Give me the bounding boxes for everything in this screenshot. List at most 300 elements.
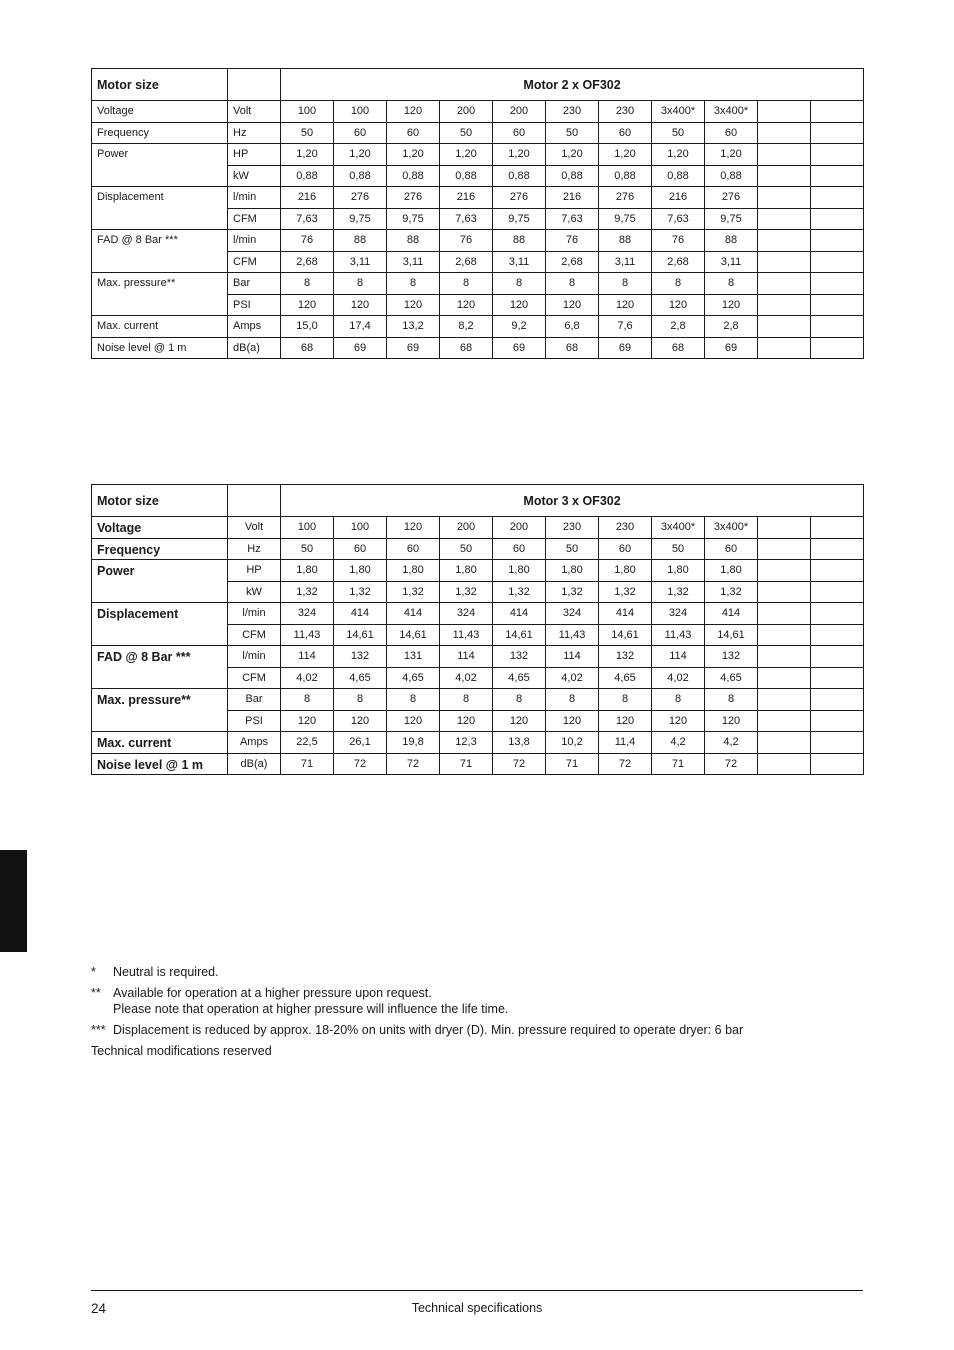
value-cell	[758, 667, 811, 689]
value-cell: 120	[440, 294, 493, 316]
value-cell: 2,68	[281, 251, 334, 273]
motor-title: Motor 2 x OF302	[281, 69, 864, 101]
value-cell: 12,3	[440, 732, 493, 754]
unit-cell: CFM	[228, 251, 281, 273]
value-cell: 1,20	[705, 144, 758, 166]
value-cell: 19,8	[387, 732, 440, 754]
value-cell: 414	[334, 603, 387, 625]
table-row	[92, 122, 864, 144]
value-cell: 68	[546, 337, 599, 359]
value-cell: 1,20	[281, 144, 334, 166]
value-cell: 11,4	[599, 732, 652, 754]
value-cell: 4,02	[652, 667, 705, 689]
value-cell: 7,63	[546, 208, 599, 230]
unit-cell: l/min	[228, 646, 281, 668]
value-cell: 114	[546, 646, 599, 668]
value-cell: 2,68	[652, 251, 705, 273]
unit-cell: CFM	[228, 208, 281, 230]
value-cell: 1,80	[652, 560, 705, 582]
value-cell: 7,63	[440, 208, 493, 230]
value-cell: 1,20	[493, 144, 546, 166]
row-label: Noise level @ 1 m	[92, 753, 228, 775]
row-label: Voltage	[92, 517, 228, 539]
value-cell	[758, 624, 811, 646]
value-cell: 50	[652, 538, 705, 560]
row-label: Max. pressure**	[92, 689, 228, 732]
value-cell: 114	[281, 646, 334, 668]
value-cell: 2,68	[440, 251, 493, 273]
unit-cell: Amps	[228, 316, 281, 338]
value-cell: 120	[705, 710, 758, 732]
table-row	[92, 187, 864, 209]
value-cell: 1,80	[334, 560, 387, 582]
value-cell: 88	[387, 230, 440, 252]
value-cell: 1,20	[334, 144, 387, 166]
page-number: 24	[91, 1301, 107, 1316]
table-row	[92, 646, 864, 668]
value-cell: 120	[334, 294, 387, 316]
value-cell: 8	[546, 689, 599, 711]
value-cell: 60	[334, 538, 387, 560]
value-cell: 50	[440, 538, 493, 560]
value-cell: 50	[440, 122, 493, 144]
header-spacer-cell	[228, 69, 281, 101]
value-cell: 9,75	[493, 208, 546, 230]
value-cell: 69	[599, 337, 652, 359]
value-cell: 120	[599, 294, 652, 316]
value-cell: 8	[652, 273, 705, 295]
value-cell: 4,02	[440, 667, 493, 689]
value-cell: 69	[705, 337, 758, 359]
footnote-text: Displacement is reduced by approx. 18-20% on units with dryer (D). Min. pressure required to operate dryer: 6 bar	[113, 1023, 744, 1037]
footnote-text: Please note that operation at higher pressure will influence the life time.	[113, 1002, 509, 1016]
value-cell	[758, 122, 811, 144]
value-cell: 14,61	[705, 624, 758, 646]
value-cell: 6,8	[546, 316, 599, 338]
value-cell: 120	[281, 710, 334, 732]
footnote-mark: *	[91, 965, 96, 979]
value-cell: 1,80	[493, 560, 546, 582]
value-cell: 1,32	[546, 581, 599, 603]
value-cell: 120	[705, 294, 758, 316]
value-cell: 2,8	[705, 316, 758, 338]
value-cell: 1,20	[652, 144, 705, 166]
row-label: Noise level @ 1 m	[92, 337, 228, 359]
value-cell	[811, 122, 864, 144]
value-cell: 50	[652, 122, 705, 144]
value-cell: 120	[334, 710, 387, 732]
value-cell: 132	[599, 646, 652, 668]
value-cell	[758, 316, 811, 338]
value-cell: 1,32	[387, 581, 440, 603]
value-cell: 8	[334, 273, 387, 295]
value-cell: 0,88	[705, 165, 758, 187]
value-cell: 7,6	[599, 316, 652, 338]
value-cell: 114	[440, 646, 493, 668]
value-cell: 60	[599, 122, 652, 144]
value-cell	[758, 689, 811, 711]
value-cell: 131	[387, 646, 440, 668]
row-label: Max. current	[92, 316, 228, 338]
value-cell: 8	[546, 273, 599, 295]
value-cell: 276	[493, 187, 546, 209]
motor-2x-spec-table	[91, 68, 864, 359]
value-cell: 230	[599, 517, 652, 539]
value-cell: 50	[546, 538, 599, 560]
value-cell: 69	[387, 337, 440, 359]
value-cell: 132	[493, 646, 546, 668]
value-cell: 8	[281, 689, 334, 711]
value-cell: 1,32	[281, 581, 334, 603]
table-row	[92, 732, 864, 754]
value-cell	[758, 230, 811, 252]
value-cell: 0,88	[493, 165, 546, 187]
value-cell: 9,75	[705, 208, 758, 230]
value-cell: 120	[652, 710, 705, 732]
unit-cell: kW	[228, 581, 281, 603]
unit-cell: CFM	[228, 624, 281, 646]
footnote-text: Available for operation at a higher pressure upon request.	[113, 986, 432, 1000]
value-cell	[758, 273, 811, 295]
value-cell: 2,68	[546, 251, 599, 273]
value-cell: 8	[652, 689, 705, 711]
row-label: FAD @ 8 Bar ***	[92, 230, 228, 273]
unit-cell: dB(a)	[228, 337, 281, 359]
footnote-text: Neutral is required.	[113, 965, 219, 979]
unit-cell: l/min	[228, 603, 281, 625]
row-label: Frequency	[92, 122, 228, 144]
value-cell: 414	[599, 603, 652, 625]
value-cell: 71	[440, 753, 493, 775]
value-cell: 1,32	[493, 581, 546, 603]
table-row	[92, 560, 864, 582]
value-cell: 9,2	[493, 316, 546, 338]
value-cell: 76	[440, 230, 493, 252]
value-cell: 69	[493, 337, 546, 359]
value-cell: 11,43	[281, 624, 334, 646]
unit-cell: kW	[228, 165, 281, 187]
value-cell	[811, 165, 864, 187]
header-spacer-cell	[228, 485, 281, 517]
value-cell: 0,88	[546, 165, 599, 187]
value-cell	[811, 517, 864, 539]
value-cell: 14,61	[387, 624, 440, 646]
value-cell: 1,80	[387, 560, 440, 582]
value-cell: 26,1	[334, 732, 387, 754]
value-cell: 60	[599, 538, 652, 560]
table-row	[92, 101, 864, 123]
value-cell: 3,11	[599, 251, 652, 273]
value-cell: 72	[705, 753, 758, 775]
value-cell: 22,5	[281, 732, 334, 754]
value-cell: 324	[440, 603, 493, 625]
value-cell	[758, 732, 811, 754]
value-cell: 68	[440, 337, 493, 359]
value-cell: 276	[705, 187, 758, 209]
value-cell: 200	[440, 517, 493, 539]
value-cell: 414	[705, 603, 758, 625]
value-cell	[758, 165, 811, 187]
value-cell: 100	[281, 101, 334, 123]
table-row	[92, 689, 864, 711]
value-cell: 230	[546, 101, 599, 123]
unit-cell: Hz	[228, 122, 281, 144]
value-cell: 1,32	[705, 581, 758, 603]
value-cell: 60	[387, 538, 440, 560]
footer-divider	[91, 1290, 863, 1291]
value-cell: 1,80	[440, 560, 493, 582]
value-cell: 7,63	[281, 208, 334, 230]
value-cell	[758, 710, 811, 732]
motor-size-label: Motor size	[92, 69, 228, 101]
value-cell: 88	[705, 230, 758, 252]
value-cell	[811, 689, 864, 711]
value-cell: 0,88	[281, 165, 334, 187]
value-cell: 414	[493, 603, 546, 625]
unit-cell: CFM	[228, 667, 281, 689]
unit-cell: dB(a)	[228, 753, 281, 775]
unit-cell: Hz	[228, 538, 281, 560]
value-cell: 72	[493, 753, 546, 775]
value-cell: 4,02	[546, 667, 599, 689]
unit-cell: Volt	[228, 101, 281, 123]
value-cell: 8	[493, 689, 546, 711]
value-cell: 8	[599, 689, 652, 711]
table-row	[92, 538, 864, 560]
value-cell	[758, 101, 811, 123]
value-cell: 60	[493, 538, 546, 560]
value-cell: 0,88	[334, 165, 387, 187]
row-label: Power	[92, 560, 228, 603]
value-cell: 3x400*	[652, 517, 705, 539]
unit-cell: PSI	[228, 710, 281, 732]
value-cell: 1,20	[440, 144, 493, 166]
value-cell: 216	[652, 187, 705, 209]
value-cell	[811, 101, 864, 123]
value-cell: 71	[281, 753, 334, 775]
value-cell: 3,11	[705, 251, 758, 273]
value-cell: 2,8	[652, 316, 705, 338]
value-cell	[811, 624, 864, 646]
value-cell	[811, 208, 864, 230]
row-label: Max. current	[92, 732, 228, 754]
value-cell: 324	[281, 603, 334, 625]
value-cell: 14,61	[599, 624, 652, 646]
value-cell: 50	[546, 122, 599, 144]
value-cell: 132	[705, 646, 758, 668]
value-cell: 120	[440, 710, 493, 732]
value-cell: 50	[281, 122, 334, 144]
row-label: Power	[92, 144, 228, 187]
value-cell	[758, 208, 811, 230]
value-cell	[811, 251, 864, 273]
value-cell: 17,4	[334, 316, 387, 338]
table-header-row	[92, 69, 864, 101]
value-cell	[811, 560, 864, 582]
value-cell: 120	[281, 294, 334, 316]
value-cell: 11,43	[546, 624, 599, 646]
value-cell	[811, 538, 864, 560]
value-cell: 3x400*	[652, 101, 705, 123]
value-cell: 216	[546, 187, 599, 209]
value-cell: 76	[546, 230, 599, 252]
value-cell: 0,88	[387, 165, 440, 187]
motor-size-label: Motor size	[92, 485, 228, 517]
value-cell: 0,88	[440, 165, 493, 187]
value-cell: 4,65	[387, 667, 440, 689]
value-cell: 14,61	[334, 624, 387, 646]
value-cell: 4,65	[705, 667, 758, 689]
value-cell: 88	[493, 230, 546, 252]
value-cell: 60	[493, 122, 546, 144]
row-label: Max. pressure**	[92, 273, 228, 316]
value-cell: 88	[334, 230, 387, 252]
value-cell: 276	[599, 187, 652, 209]
unit-cell: Bar	[228, 273, 281, 295]
table-row	[92, 273, 864, 295]
value-cell: 71	[652, 753, 705, 775]
value-cell: 72	[387, 753, 440, 775]
value-cell: 114	[652, 646, 705, 668]
value-cell	[811, 337, 864, 359]
value-cell: 200	[493, 101, 546, 123]
value-cell: 9,75	[334, 208, 387, 230]
table-row	[92, 230, 864, 252]
value-cell: 8	[387, 689, 440, 711]
value-cell: 11,43	[440, 624, 493, 646]
unit-cell: Volt	[228, 517, 281, 539]
value-cell	[811, 753, 864, 775]
table-row	[92, 337, 864, 359]
value-cell: 60	[334, 122, 387, 144]
motor-title: Motor 3 x OF302	[281, 485, 864, 517]
value-cell: 120	[387, 710, 440, 732]
value-cell: 324	[652, 603, 705, 625]
value-cell	[758, 187, 811, 209]
value-cell: 3,11	[334, 251, 387, 273]
value-cell: 120	[493, 710, 546, 732]
unit-cell: Amps	[228, 732, 281, 754]
value-cell: 4,65	[493, 667, 546, 689]
value-cell: 50	[281, 538, 334, 560]
footnote-mark: ***	[91, 1023, 106, 1037]
value-cell: 4,65	[334, 667, 387, 689]
value-cell	[811, 144, 864, 166]
value-cell: 1,32	[440, 581, 493, 603]
value-cell	[811, 646, 864, 668]
value-cell: 72	[334, 753, 387, 775]
value-cell: 8,2	[440, 316, 493, 338]
table-row	[92, 603, 864, 625]
motor-3x-spec-table	[91, 484, 864, 775]
value-cell	[758, 753, 811, 775]
value-cell: 13,2	[387, 316, 440, 338]
value-cell: 76	[281, 230, 334, 252]
value-cell	[811, 732, 864, 754]
value-cell	[758, 144, 811, 166]
value-cell: 1,20	[599, 144, 652, 166]
value-cell: 1,20	[546, 144, 599, 166]
value-cell: 8	[334, 689, 387, 711]
value-cell: 69	[334, 337, 387, 359]
value-cell: 8	[493, 273, 546, 295]
value-cell: 72	[599, 753, 652, 775]
value-cell: 68	[281, 337, 334, 359]
value-cell: 216	[281, 187, 334, 209]
value-cell: 60	[705, 122, 758, 144]
value-cell: 14,61	[493, 624, 546, 646]
footnote-double-asterisk	[91, 985, 871, 1017]
row-label: FAD @ 8 Bar ***	[92, 646, 228, 689]
value-cell: 0,88	[652, 165, 705, 187]
value-cell	[758, 517, 811, 539]
value-cell	[758, 646, 811, 668]
unit-cell: HP	[228, 560, 281, 582]
value-cell: 414	[387, 603, 440, 625]
modifications-reserved-note: Technical modifications reserved	[91, 1044, 272, 1058]
value-cell	[811, 581, 864, 603]
value-cell: 230	[546, 517, 599, 539]
value-cell: 8	[705, 689, 758, 711]
value-cell: 8	[440, 689, 493, 711]
footer-title: Technical specifications	[411, 1301, 543, 1315]
value-cell: 276	[387, 187, 440, 209]
table-row	[92, 753, 864, 775]
value-cell: 120	[546, 294, 599, 316]
row-label: Displacement	[92, 603, 228, 646]
row-label: Frequency	[92, 538, 228, 560]
value-cell: 120	[387, 294, 440, 316]
value-cell: 11,43	[652, 624, 705, 646]
value-cell: 324	[546, 603, 599, 625]
value-cell: 200	[493, 517, 546, 539]
value-cell: 120	[652, 294, 705, 316]
value-cell: 230	[599, 101, 652, 123]
value-cell: 71	[546, 753, 599, 775]
value-cell: 4,02	[281, 667, 334, 689]
value-cell	[758, 294, 811, 316]
value-cell: 120	[493, 294, 546, 316]
value-cell: 276	[334, 187, 387, 209]
value-cell	[758, 337, 811, 359]
table-row	[92, 144, 864, 166]
value-cell: 1,32	[652, 581, 705, 603]
value-cell	[811, 316, 864, 338]
value-cell: 100	[334, 517, 387, 539]
unit-cell: Bar	[228, 689, 281, 711]
value-cell: 1,32	[599, 581, 652, 603]
value-cell: 76	[652, 230, 705, 252]
value-cell: 3x400*	[705, 517, 758, 539]
value-cell: 100	[334, 101, 387, 123]
value-cell: 9,75	[387, 208, 440, 230]
value-cell	[758, 538, 811, 560]
value-cell	[811, 603, 864, 625]
value-cell: 4,65	[599, 667, 652, 689]
value-cell: 100	[281, 517, 334, 539]
value-cell	[758, 581, 811, 603]
value-cell: 8	[705, 273, 758, 295]
value-cell: 3,11	[493, 251, 546, 273]
row-label: Displacement	[92, 187, 228, 230]
value-cell: 1,32	[334, 581, 387, 603]
value-cell: 4,2	[705, 732, 758, 754]
footnote-single-asterisk	[91, 964, 871, 980]
value-cell: 216	[440, 187, 493, 209]
value-cell: 120	[387, 101, 440, 123]
value-cell	[811, 294, 864, 316]
value-cell: 7,63	[652, 208, 705, 230]
